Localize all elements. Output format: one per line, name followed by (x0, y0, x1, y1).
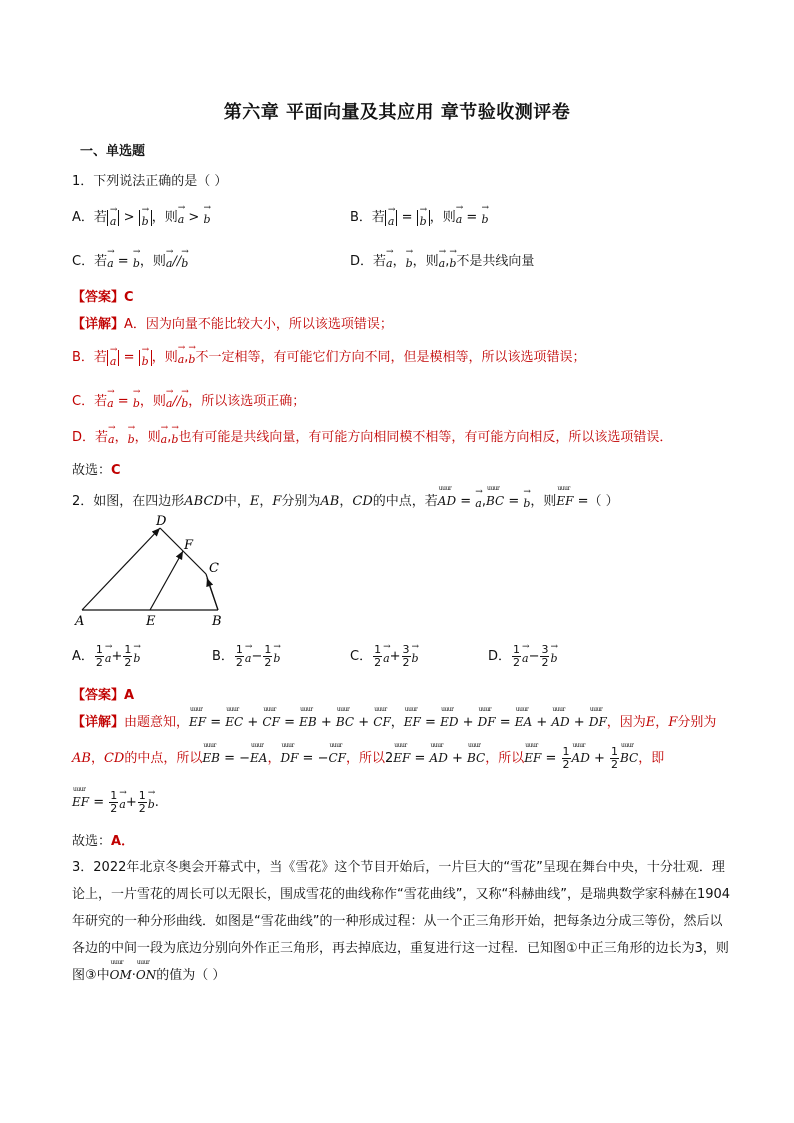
section-heading: 一、单选题 (80, 144, 146, 159)
q1-detail-c: C．若→ a = → b，则→ a//→ b，所以该选项正确； (72, 390, 305, 409)
q2-answer: 【答案】A (72, 688, 135, 703)
q2-option-c: C． $\frac{1}{2}$ → a+ $\frac{3}{2}$ → b (350, 644, 419, 669)
q1-option-a: A．若→ a > → b ，则→ a > → b (72, 206, 210, 226)
quadrilateral-figure (70, 512, 240, 632)
q1-detail-b: B．若→ a = → b ，则→ a,→ b不一定相等，有可能它们方向不同，但是模相等，所以该选项错误； (72, 346, 585, 366)
q3-text: 3．2022年北京冬奥会开幕式中，当《雪花》这个节目开始后，一片巨大的“雪花”呈现在舞台中央，十分壮观．理论上，一片雪花的周长可以无限长，围成雪花的曲线称作“雪花曲线”，又称“科赫曲线”，是瑞典数学家科赫在1904年研究的一种分形曲线．如图是“雪花曲线”的一种形成过程：从一个正三角形开始，把每条边分成三等份，然后以各边的中间一段为底边分别向外作正三角形，再去掉底边，重复进行这一过程．已知图①中正三角形的边长为3，则图③中uuur OM·uuur ON的值为（ ） (72, 854, 732, 989)
label-d: D (156, 514, 167, 529)
q2-option-b: B． $\frac{1}{2}$ → a− $\frac{1}{2}$ → b (212, 644, 280, 669)
q1-answer: 【答案】C (72, 290, 134, 305)
q2-stem: 2．如图，在四边形ABCD中，E，F分别为AB，CD的中点，若uuur AD = → a,uuur BC = → b，则uuur EF =（ ） (72, 489, 619, 509)
q1-option-b: B．若→ a = → b ，则→ a = → b (350, 206, 489, 226)
q1-option-d: D．若→ a，→ b，则→ a,→ b不是共线向量 (350, 250, 534, 269)
q1-detail-a: 【详解】A．因为向量不能比较大小，所以该选项错误； (72, 317, 393, 332)
q1-stem: 1．下列说法正确的是（ ） (72, 174, 228, 189)
q1-detail-d: D．若→ a，→ b，则→ a,→ b也有可能是共线向量，有可能方向相同模不相等，有可能方向相反，所以该选项错误． (72, 426, 672, 445)
vector-bc (207, 578, 218, 610)
page-title: 第六章 平面向量及其应用 章节验收测评卷 (223, 102, 571, 123)
label-c: C (209, 561, 219, 576)
q2-option-d: D． $\frac{1}{2}$ → a− $\frac{3}{2}$ → b (488, 644, 558, 669)
q1-option-c: C．若→ a = → b，则→ a//→ b (72, 250, 188, 269)
q2-detail-line3: uuur EF = $\frac{1}{2}$ → a+ $\frac{1}{2}$ → b. (72, 790, 159, 815)
vector-ef (150, 551, 183, 610)
q2-choose: 故选：A． (72, 834, 135, 849)
label-f: F (184, 538, 194, 553)
label-b: B (212, 614, 222, 629)
vector-ad (82, 528, 160, 610)
label-a: A (75, 614, 85, 629)
label-e: E (146, 614, 156, 629)
q2-detail-line2: AB，CD的中点，所以uuur EB = −uuur EA，uuur DF = −uuur CF，所以2uuur EF = uuur AD + uuur BC，所以uuur EF = $\frac{1}{2}$ uuur AD + $\frac{1}{2}$ uuur BC，即 (72, 746, 664, 771)
q1-choose: 故选：C (72, 463, 121, 478)
q2-option-a: A． $\frac{1}{2}$ → a+ $\frac{1}{2}$ → b (72, 644, 140, 669)
q2-detail-line1: 【详解】由题意知，uuur EF = uuur EC + uuur CF = uuur EB + uuur BC + uuur CF，uuur EF = uuur ED + uuur DF = uuur EA + uuur AD + uuur DF，因为E，F分别为 (72, 710, 716, 730)
